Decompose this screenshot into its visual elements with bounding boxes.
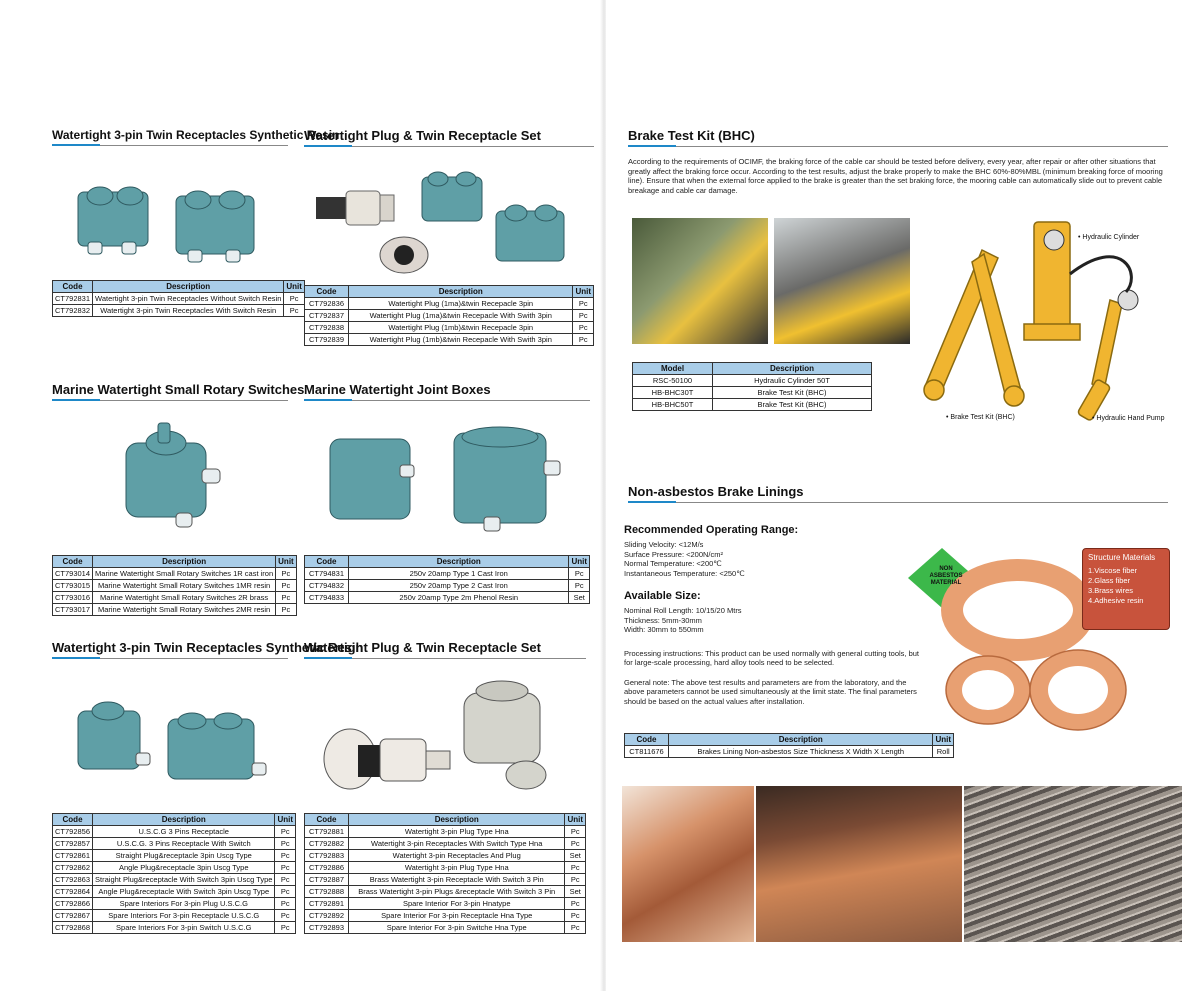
right-page [606, 0, 1200, 991]
photo-lining-closeup-1 [622, 786, 754, 942]
general-note: General note: The above test results and parameters are from the laboratory, and the above parameters cannot be used simultaneously at the limit state. The final parameters should be based on the actual values after installation. [624, 677, 917, 706]
col-header: Unit [284, 281, 305, 293]
cell-code: CT792868 [53, 922, 93, 934]
product-table [304, 285, 594, 346]
product-table [304, 555, 590, 604]
cell-unit: Pc [573, 298, 594, 310]
cell-code: CT792892 [305, 910, 349, 922]
size-line: Thickness: 5mm-30mm [624, 615, 702, 625]
cell-unit: Pc [275, 850, 296, 862]
cell-unit: Pc [275, 826, 296, 838]
col-header: Code [53, 814, 93, 826]
cell-code: CT792881 [305, 826, 349, 838]
col-header: Code [305, 286, 349, 298]
cell-code: CT792882 [305, 838, 349, 850]
cell-description: Brass Watertight 3-pin Receptacle With Switch 3 Pin [349, 874, 565, 886]
product-image-rotary-switch [52, 409, 288, 549]
cell-code: CT793017 [53, 604, 93, 616]
label-brake-test-kit: • Brake Test Kit (BHC) [946, 414, 1015, 421]
product-image-plug-set [304, 155, 594, 279]
cell-description: Watertight Plug (1mb)&twin Recepacle 3pin [349, 322, 573, 334]
cell-code: CT793015 [53, 580, 93, 592]
cell-description: U.S.C.G. 3 Pins Receptacle With Switch [93, 838, 275, 850]
product-image-hna-set [304, 667, 586, 807]
cell-description: Watertight Plug (1ma)&twin Recepacle 3pin [349, 298, 573, 310]
table-row [305, 838, 586, 850]
cell-unit: Pc [573, 322, 594, 334]
cell-code: CT792836 [305, 298, 349, 310]
col-header: Model [633, 363, 713, 375]
section-title: Watertight 3-pin Twin Receptacles Synthetic Resin [52, 128, 288, 146]
table-row [53, 592, 297, 604]
cell-code: CT792867 [53, 910, 93, 922]
col-header: Description [669, 734, 933, 746]
non-asbestos-badge [918, 566, 974, 587]
product-table [52, 813, 296, 934]
size-title: Available Size: [624, 590, 701, 602]
cell-description: Straight Plug&receptacle 3pin Uscg Type [93, 850, 275, 862]
photo-lining-closeup-2 [756, 786, 962, 942]
cell-description: Spare Interiors For 3-pin Plug U.S.C.G [93, 898, 275, 910]
cell-description: Spare Interior For 3-pin Receptacle Hna Type [349, 910, 565, 922]
range-line: Normal Temperature: <200℃ [624, 559, 722, 568]
structure-materials-box [1082, 548, 1170, 630]
cell-code: CT792862 [53, 862, 93, 874]
section-title: Brake Test Kit (BHC) [628, 128, 1168, 147]
cell-description: Marine Watertight Small Rotary Switches 2R brass [93, 592, 276, 604]
cell-unit: Pc [275, 886, 296, 898]
cell-unit: Roll [933, 746, 954, 758]
cell-description: Spare Interior For 3-pin Switche Hna Type [349, 922, 565, 934]
col-header: Unit [933, 734, 954, 746]
cell-unit: Pc [275, 898, 296, 910]
range-line: Instantaneous Temperature: <250℃ [624, 568, 745, 578]
product-image-uscg-receptacles [52, 667, 288, 807]
cell-code: CT792856 [53, 826, 93, 838]
size-line: Width: 30mm to 550mm [624, 625, 704, 634]
table-row [305, 580, 590, 592]
cell-unit: Pc [565, 910, 586, 922]
table-row [53, 838, 296, 850]
badge-line: NON [939, 566, 953, 572]
col-header: Unit [275, 814, 296, 826]
cell-unit: Pc [276, 592, 297, 604]
model-table [632, 362, 872, 411]
table-row [53, 293, 305, 305]
lining-table-wrap [624, 733, 954, 758]
col-header: Code [625, 734, 669, 746]
col-header: Code [305, 556, 349, 568]
structure-item: 2.Glass fiber [1088, 576, 1131, 585]
cell-description: Angle Plug&receptacle With Switch 3pin Uscg Type [93, 886, 275, 898]
product-image-joint-boxes [304, 409, 590, 549]
cell-description: Angle Plug&receptacle 3pin Uscg Type [93, 862, 275, 874]
table-row [53, 862, 296, 874]
cell-code: CT792861 [53, 850, 93, 862]
photo-hydraulic-pump-in-use [632, 218, 768, 344]
section-title: Watertight 3-pin Twin Receptacles Synthetic Resin [52, 640, 288, 659]
cell-code: CT792891 [305, 898, 349, 910]
cell-unit: Pc [276, 568, 297, 580]
cell-description: Brakes Lining Non-asbestos Size Thickness X Width X Length [669, 746, 933, 758]
table-row [305, 850, 586, 862]
photo-lining-weave-texture [964, 786, 1182, 942]
cell-unit: Pc [569, 568, 590, 580]
cell-description: Spare Interiors For 3-pin Receptacle U.S.C.G [93, 910, 275, 922]
range-line: Surface Pressure: <200N/cm² [624, 549, 723, 559]
section-rotary-switches [52, 382, 305, 616]
cell-description: 250v 20amp Type 2 Cast Iron [349, 580, 569, 592]
col-header: Description [349, 286, 573, 298]
cell-unit: Pc [565, 874, 586, 886]
cell-code: CT792864 [53, 886, 93, 898]
col-header: Description [93, 814, 275, 826]
section-plug-twin-set [304, 128, 594, 346]
cell-code: CT793016 [53, 592, 93, 604]
cell-unit: Pc [284, 305, 305, 317]
cell-unit: Pc [565, 826, 586, 838]
cell-unit: Pc [565, 862, 586, 874]
cell-unit: Pc [275, 862, 296, 874]
cell-description: U.S.C.G 3 Pins Receptacle [93, 826, 275, 838]
cell-code: CT794832 [305, 580, 349, 592]
cell-description: Watertight 3-pin Plug Type Hna [349, 826, 565, 838]
cell-model: HB-BHC30T [633, 387, 713, 399]
cell-description: 250v 20amp Type 1 Cast Iron [349, 568, 569, 580]
table-row [305, 592, 590, 604]
table-row [305, 886, 586, 898]
cell-description: Spare Interiors For 3-pin Switch U.S.C.G [93, 922, 275, 934]
table-row [305, 898, 586, 910]
label-hydraulic-cylinder: • Hydraulic Cylinder [1078, 234, 1140, 241]
table-row [305, 862, 586, 874]
cell-code: CT792888 [305, 886, 349, 898]
col-header: Unit [276, 556, 297, 568]
cell-code: CT794833 [305, 592, 349, 604]
col-header: Unit [565, 814, 586, 826]
table-row [305, 922, 586, 934]
product-table [52, 280, 305, 317]
processing-instructions: Processing instructions: This product can be used normally with general cutting tools, but for large-scale processing, hard alloy tools need to be selected. [624, 648, 920, 667]
table-row [53, 580, 297, 592]
table-row [305, 568, 590, 580]
cell-description: Brass Watertight 3-pin Plugs &receptacle With Switch 3 Pin [349, 886, 565, 898]
cell-unit: Pc [565, 838, 586, 850]
cell-code: CT792866 [53, 898, 93, 910]
cell-description: Marine Watertight Small Rotary Switches 1R cast iron [93, 568, 276, 580]
cell-code: CT793014 [53, 568, 93, 580]
col-header: Description [93, 556, 276, 568]
cell-unit: Pc [275, 910, 296, 922]
col-header: Description [349, 556, 569, 568]
cell-description: Hydraulic Cylinder 50T [713, 375, 872, 387]
cell-description: Straight Plug&receptacle With Switch 3pin Uscg Type [93, 874, 275, 886]
range-line: Sliding Velocity: <12M/s [624, 540, 704, 549]
cell-code: CT794831 [305, 568, 349, 580]
cell-code: CT792838 [305, 322, 349, 334]
col-header: Description [713, 363, 872, 375]
cell-description: Watertight Plug (1mb)&twin Recepacle With Swith 3pin [349, 334, 573, 346]
section-brake-test-kit [628, 128, 1178, 195]
cell-description: Watertight 3-pin Twin Receptacles With Switch Resin [93, 305, 284, 317]
cell-description: Watertight 3-pin Plug Type Hna [349, 862, 565, 874]
cell-description: Marine Watertight Small Rotary Switches 1MR resin [93, 580, 276, 592]
table-row [305, 322, 594, 334]
cell-code: CT792886 [305, 862, 349, 874]
cell-unit: Pc [565, 898, 586, 910]
label-hydraulic-hand-pump: • Hydraulic Hand Pump [1092, 415, 1165, 422]
cell-unit: Pc [275, 838, 296, 850]
cell-description: Watertight 3-pin Twin Receptacles Without Switch Resin [93, 293, 284, 305]
product-table [304, 813, 586, 934]
structure-item: 4.Adhesive resin [1088, 596, 1144, 605]
table-row [53, 568, 297, 580]
table-row [305, 910, 586, 922]
structure-item: 3.Brass wires [1088, 586, 1134, 595]
cell-unit: Pc [275, 874, 296, 886]
table-row [53, 305, 305, 317]
size-line: Nominal Roll Length: 10/15/20 Mtrs [624, 606, 742, 615]
table-row [305, 334, 594, 346]
col-header: Unit [573, 286, 594, 298]
cell-model: HB-BHC50T [633, 399, 713, 411]
table-row [53, 850, 296, 862]
product-image-twin-receptacles [52, 154, 288, 274]
cell-description: Brake Test Kit (BHC) [713, 399, 872, 411]
table-row [305, 298, 594, 310]
cell-unit: Pc [276, 580, 297, 592]
cell-code: CT792832 [53, 305, 93, 317]
cell-code: CT792893 [305, 922, 349, 934]
cell-code: CT792883 [305, 850, 349, 862]
table-row [633, 375, 872, 387]
lining-table [624, 733, 954, 758]
cell-unit: Pc [573, 334, 594, 346]
table-row [53, 898, 296, 910]
cell-code: CT792831 [53, 293, 93, 305]
cell-code: CT792837 [305, 310, 349, 322]
brake-description: According to the requirements of OCIMF, the braking force of the cable car should be tested before delivery, every year, after repair or after other situations that greatly affect the braking force occur. According to the test results, adjust the brake properly to make the BHC 60%-80%MBL (minimum breaking force of mooring line). Ensure that when the external force applied to the brake is greater than the set braking force, the mooring cable can automatically slide out to prevent cable breakage and cable car damage. [628, 157, 1163, 195]
section-title: Watertight Plug & Twin Receptacle Set [304, 128, 594, 147]
section-joint-boxes [304, 382, 590, 604]
cell-unit: Pc [569, 580, 590, 592]
table-row [53, 826, 296, 838]
section-title: Marine Watertight Small Rotary Switches [52, 382, 288, 401]
cell-unit: Pc [275, 922, 296, 934]
brake-model-table-wrap [632, 362, 872, 411]
col-header: Code [53, 556, 93, 568]
badge-line: ASBESTOS [929, 573, 963, 579]
cell-unit: Pc [573, 310, 594, 322]
cell-code: CT811676 [625, 746, 669, 758]
col-header: Description [349, 814, 565, 826]
cell-description: Marine Watertight Small Rotary Switches 2MR resin [93, 604, 276, 616]
section-title: Non-asbestos Brake Linings [628, 484, 1168, 503]
cell-code: CT792857 [53, 838, 93, 850]
col-header: Unit [569, 556, 590, 568]
table-row [633, 387, 872, 399]
cell-description: Watertight 3-pin Receptacles And Plug [349, 850, 565, 862]
lining-specs [624, 518, 924, 706]
brake-test-kit-illustration [882, 214, 1172, 464]
cell-code: CT792839 [305, 334, 349, 346]
section-plug-twin-set-hna [304, 640, 586, 934]
cell-code: CT792887 [305, 874, 349, 886]
cell-unit: Pc [276, 604, 297, 616]
cell-description: Spare Interior For 3-pin Hnatype [349, 898, 565, 910]
cell-description: Watertight Plug (1ma)&twin Recepacle With Swith 3pin [349, 310, 573, 322]
col-header: Code [53, 281, 93, 293]
table-row [305, 874, 586, 886]
cell-unit: Set [569, 592, 590, 604]
table-row [305, 310, 594, 322]
table-row [53, 886, 296, 898]
table-row [305, 826, 586, 838]
structure-title: Structure Materials [1088, 553, 1156, 562]
cell-unit: Set [565, 850, 586, 862]
range-title: Recommended Operating Range: [624, 524, 799, 536]
product-table [52, 555, 297, 616]
table-row [625, 746, 954, 758]
table-row [53, 922, 296, 934]
cell-code: CT792863 [53, 874, 93, 886]
table-row [633, 399, 872, 411]
table-row [53, 604, 297, 616]
table-row [53, 874, 296, 886]
cell-unit: Pc [565, 922, 586, 934]
section-title: Watertight Plug & Twin Receptacle Set [304, 640, 586, 659]
cell-model: RSC-50100 [633, 375, 713, 387]
cell-description: Watertight 3-pin Receptacles With Switch Type Hna [349, 838, 565, 850]
cell-description: 250v 20amp Type 2m Phenol Resin [349, 592, 569, 604]
cell-unit: Set [565, 886, 586, 898]
col-header: Description [93, 281, 284, 293]
cell-description: Brake Test Kit (BHC) [713, 387, 872, 399]
col-header: Code [305, 814, 349, 826]
structure-item: 1.Viscose fiber [1088, 566, 1138, 575]
section-brake-linings [628, 484, 1178, 503]
cell-unit: Pc [284, 293, 305, 305]
table-row [53, 910, 296, 922]
badge-line: MATERIAL [930, 580, 962, 586]
section-title: Marine Watertight Joint Boxes [304, 382, 590, 401]
